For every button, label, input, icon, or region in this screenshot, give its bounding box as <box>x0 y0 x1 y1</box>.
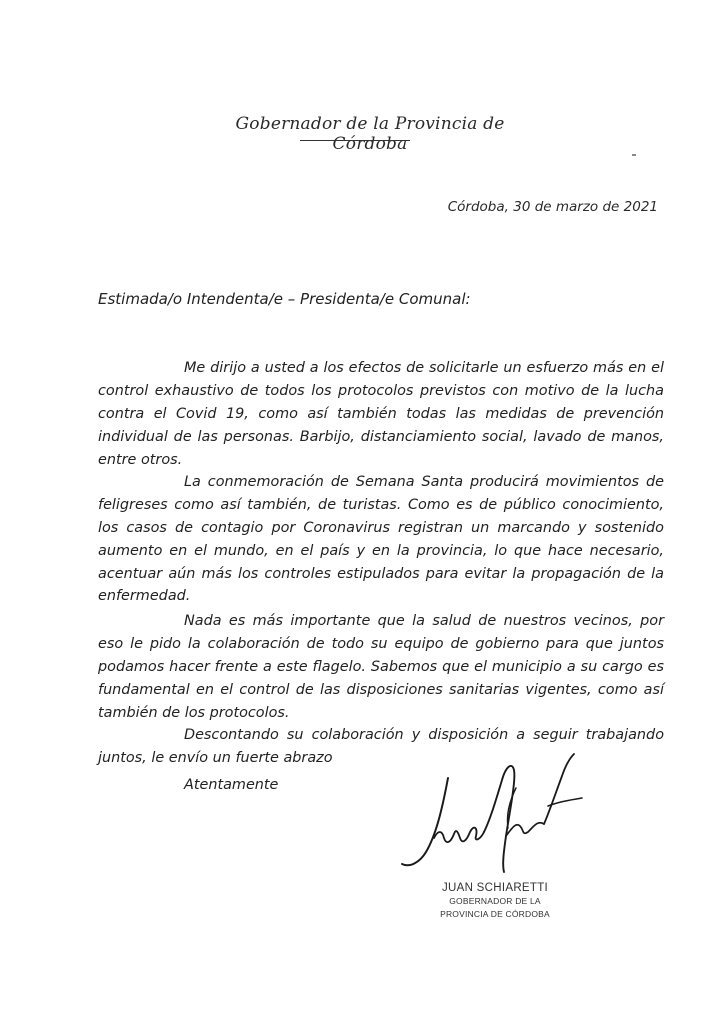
closing: Atentamente <box>184 777 279 793</box>
scan-speck <box>632 154 636 156</box>
body-paragraph-2: La conmemoración de Semana Santa producirá movimientos de feligreses como así también, de turistas. Como es de público conocimiento, los casos de contagio por Coronavirus registran un marcando y sostenido aumento en el mundo, en el país y en la provincia, lo que hace necesario, acentuar aún más los controles estipulados para evitar la propagación de la enfermedad. <box>98 474 664 605</box>
body-paragraph-3: Nada es más importante que la salud de nuestros vecinos, por eso le pido la colaboración de todo su equipo de gobierno para que juntos podamos hacer frente a este flagelo. Sabemos que el municipio a su cargo es fundamental en el control de las disposiciones sanitarias vigentes, como así también de los protocolos. <box>98 613 664 721</box>
signatory-name: JUAN SCHIARETTI <box>441 882 549 894</box>
signatory-title-line-2: PROVINCIA DE CÓRDOBA <box>440 909 550 919</box>
handwritten-signature <box>398 740 588 880</box>
signatory-title-line-1: GOBERNADOR DE LA <box>449 896 541 906</box>
letterhead-divider <box>300 140 410 141</box>
body-paragraph-1: Me dirijo a usted a los efectos de solicitarle un esfuerzo más en el control exhaustivo de todos los protocolos previstos con motivo de la lucha contra el Covid 19, como así también todas las medidas de prevención individual de las personas. Barbijo, distanciamiento social, lavado de manos, entre otros. <box>98 360 664 468</box>
salutation: Estimada/o Intendenta/e – Presidenta/e Comunal: <box>98 290 471 308</box>
letterhead-title: Gobernador de la Provincia de Córdoba <box>235 114 505 154</box>
letter-date: Córdoba, 30 de marzo de 2021 <box>447 199 658 215</box>
signature-block <box>430 882 560 920</box>
body-paragraph-4: Descontando su colaboración y disposición a seguir trabajando juntos, le envío un fuerte abrazo <box>98 727 664 767</box>
